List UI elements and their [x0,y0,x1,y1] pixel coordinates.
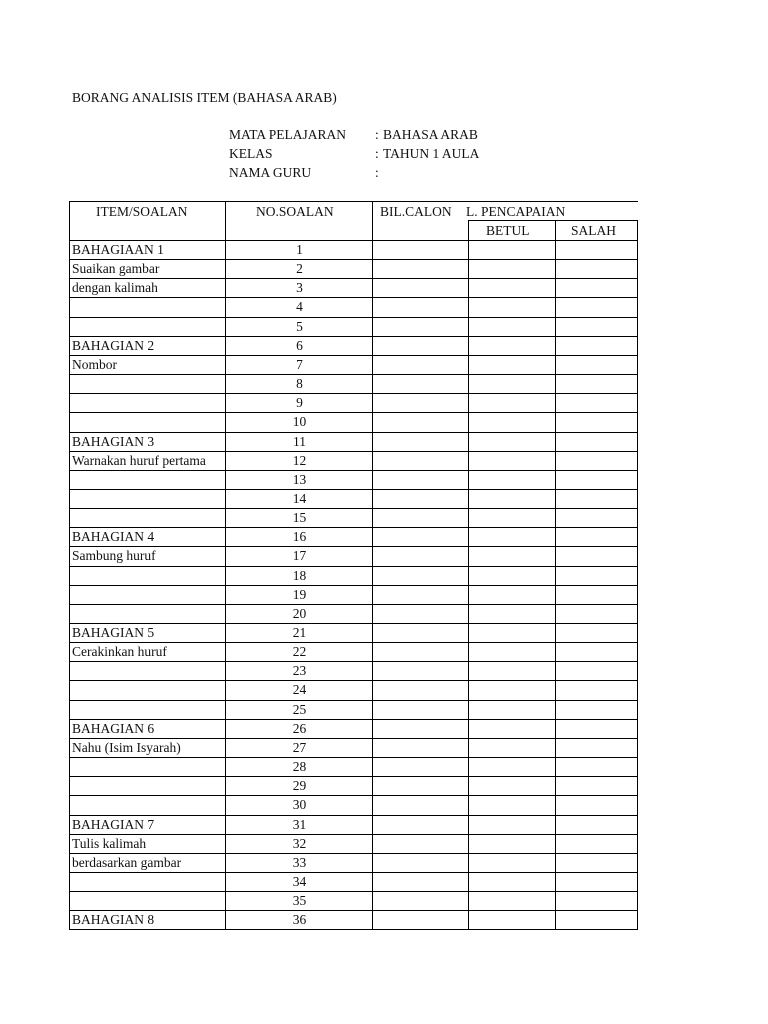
cell-no-soalan: 29 [292,778,307,793]
cell-no-soalan: 22 [292,644,307,659]
cell-item-soalan [72,508,232,527]
cell-item-soalan: BAHAGIAN 8 [72,912,155,927]
cell-no-soalan: 19 [292,587,307,602]
cell-no-soalan: 16 [292,529,307,544]
cell-item-soalan [72,374,232,393]
cell-item-soalan: BAHAGIAN 3 [72,434,155,449]
cell-item-soalan: BAHAGIAN 4 [72,529,155,544]
col-border-left [69,201,70,930]
cell-item-soalan [72,661,232,680]
table-bottom-border [69,929,638,930]
meta-value-mata-pelajaran: BAHASA ARAB [383,127,478,142]
cell-no-soalan: 25 [292,702,307,717]
cell-item-soalan: BAHAGIAN 5 [72,625,155,640]
header-pencapaian: L. PENCAPAIAN [466,204,566,219]
cell-item-soalan: BAHAGIAN 7 [72,817,155,832]
cell-no-soalan: 6 [296,338,303,353]
cell-no-soalan: 17 [292,548,307,563]
cell-item-soalan [72,585,232,604]
cell-item-soalan: berdasarkan gambar [72,855,182,870]
col-border-betul [555,220,556,930]
cell-item-soalan [72,680,232,699]
cell-item-soalan: Nahu (Isim Isyarah) [72,740,181,755]
header-bil-calon: BIL.CALON [380,204,452,219]
meta-value-kelas: TAHUN 1 AULA [383,146,480,161]
cell-item-soalan [72,317,232,336]
header-betul: BETUL [486,223,530,238]
cell-item-soalan [72,700,232,719]
cell-item-soalan: Suaikan gambar [72,261,160,276]
cell-item-soalan: Sambung huruf [72,548,156,563]
cell-item-soalan: Tulis kalimah [72,836,147,851]
cell-no-soalan: 1 [296,242,303,257]
cell-no-soalan: 12 [292,453,307,468]
cell-item-soalan: Nombor [72,357,117,372]
col-border-bil [468,220,469,930]
cell-no-soalan: 34 [292,874,307,889]
cell-item-soalan [72,604,232,623]
cell-no-soalan: 20 [292,606,307,621]
cell-item-soalan [72,795,232,814]
cell-no-soalan: 14 [292,491,307,506]
cell-no-soalan: 8 [296,376,303,391]
cell-no-soalan: 7 [296,357,303,372]
header-sub-divider [468,220,638,221]
cell-no-soalan: 23 [292,663,307,678]
cell-item-soalan [72,393,232,412]
header-item-soalan: ITEM/SOALAN [96,204,188,219]
document-title: BORANG ANALISIS ITEM (BAHASA ARAB) [72,90,337,105]
cell-no-soalan: 11 [293,434,306,449]
cell-item-soalan: Cerakinkan huruf [72,644,167,659]
meta-separator: : [375,165,379,180]
cell-no-soalan: 15 [292,510,307,525]
cell-item-soalan [72,470,232,489]
cell-no-soalan: 33 [292,855,307,870]
cell-item-soalan: BAHAGIAAN 1 [72,242,164,257]
cell-item-soalan [72,757,232,776]
cell-no-soalan: 26 [292,721,307,736]
cell-no-soalan: 31 [292,817,307,832]
cell-no-soalan: 24 [292,682,307,697]
cell-no-soalan: 21 [292,625,307,640]
cell-item-soalan [72,776,232,795]
cell-no-soalan: 18 [292,568,307,583]
cell-item-soalan: BAHAGIAN 2 [72,338,155,353]
meta-label-kelas: KELAS [229,146,273,161]
cell-item-soalan [72,489,232,508]
cell-no-soalan: 30 [292,797,307,812]
cell-item-soalan: BAHAGIAN 6 [72,721,155,736]
meta-separator: : [375,127,379,142]
table-top-border [69,201,638,202]
cell-item-soalan [72,566,232,585]
cell-no-soalan: 32 [292,836,307,851]
cell-item-soalan: Warnakan huruf pertama [72,453,206,468]
cell-no-soalan: 28 [292,759,307,774]
header-salah: SALAH [571,223,617,238]
cell-no-soalan: 3 [296,280,303,295]
cell-no-soalan: 36 [292,912,307,927]
cell-no-soalan: 2 [296,261,303,276]
meta-separator: : [375,146,379,161]
cell-item-soalan [72,412,232,431]
header-no-soalan: NO.SOALAN [256,204,334,219]
meta-label-nama-guru: NAMA GURU [229,165,312,180]
cell-no-soalan: 10 [292,414,307,429]
cell-no-soalan: 5 [296,319,303,334]
cell-item-soalan: dengan kalimah [72,280,158,295]
col-border-right [637,220,638,930]
cell-no-soalan: 9 [296,395,303,410]
cell-item-soalan [72,297,232,316]
cell-no-soalan: 13 [292,472,307,487]
cell-no-soalan: 27 [292,740,307,755]
cell-no-soalan: 4 [296,299,303,314]
meta-label-mata-pelajaran: MATA PELAJARAN [229,127,347,142]
cell-item-soalan [72,872,232,891]
cell-item-soalan [72,891,232,910]
cell-no-soalan: 35 [292,893,307,908]
